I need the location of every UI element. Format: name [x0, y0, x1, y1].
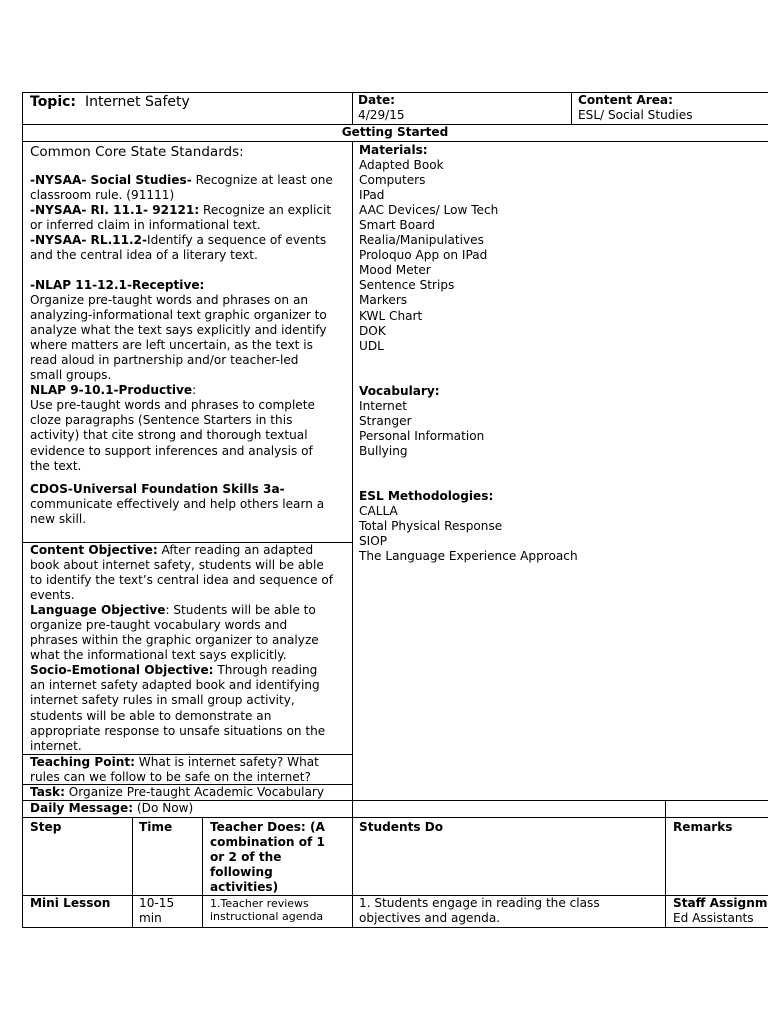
daily-message-value: (Do Now)	[133, 801, 194, 815]
header-time: Time	[139, 820, 173, 834]
materials-item: AAC Devices/ Low Tech	[359, 203, 499, 218]
nlap-productive-line: Use pre-taught words and phrases to complete	[30, 398, 315, 413]
socio-objective-label: Socio-Emotional Objective:	[30, 663, 214, 678]
column-divider	[352, 92, 353, 125]
teaching-point-line: rules can we follow to be safe on the internet?	[30, 770, 311, 785]
teaching-point-label: Teaching Point:	[30, 755, 135, 769]
nysaa-social-label: -NYSAA- Social Studies-	[30, 173, 192, 187]
standards-nysaa	[30, 173, 333, 263]
esl-methodology-item: CALLA	[359, 504, 398, 519]
row-remarks	[673, 896, 767, 926]
materials-item: Mood Meter	[359, 263, 431, 278]
vocabulary-item: Bullying	[359, 444, 408, 459]
row-students-do: 1. Students engage in reading the class objectives and agenda.	[359, 896, 600, 926]
nlap-receptive-line: where matters are left uncertain, as the text is	[30, 338, 313, 353]
language-objective-line: organize pre-taught vocabulary words and	[30, 618, 288, 633]
vocabulary-item: Personal Information	[359, 429, 485, 444]
nlap-receptive-line: small groups.	[30, 368, 112, 383]
row-step: Mini Lesson	[30, 896, 111, 910]
column-divider	[132, 817, 133, 928]
content-area-value: ESL/ Social Studies	[578, 108, 693, 123]
socio-objective-line: appropriate response to unsafe situations on the	[30, 723, 326, 738]
language-objective-line: phrases within the graphic organizer to analyze	[30, 633, 319, 648]
socio-objective-line: students will be able to demonstrate an	[30, 708, 272, 723]
socio-objective-line: internet safety rules in small group activity,	[30, 693, 295, 708]
language-objective-label: Language Objective	[30, 603, 166, 618]
nlap-productive-label: NLAP 9-10.1-Productive	[30, 383, 193, 398]
nlap-receptive-line: analyze what the text says explicitly and identify	[30, 323, 327, 338]
standards-title: Common Core State Standards:	[30, 144, 244, 160]
task-label: Task:	[30, 785, 65, 799]
nlap-receptive-line: read aloud in partnership and/or teacher-led	[30, 353, 299, 368]
staff-assignment-label: Staff Assignm	[673, 896, 768, 910]
standards-nlap	[30, 278, 327, 474]
staff-assignment-value: Ed Assistants	[673, 911, 754, 926]
column-divider	[352, 141, 353, 928]
task	[30, 785, 324, 800]
esl-methodologies-title: ESL Methodologies:	[359, 489, 494, 503]
esl-methodology-item: SIOP	[359, 534, 388, 549]
content-area-cell	[578, 93, 693, 123]
row-divider	[22, 141, 768, 142]
nlap-productive-line: evidence to support inferences and analysis of	[30, 443, 313, 458]
content-area-label: Content Area:	[578, 93, 673, 107]
nysaa-ri-text: Recognize an explicit	[199, 203, 332, 218]
header-remarks: Remarks	[673, 820, 733, 834]
nysaa-social-text: Recognize at least one	[191, 173, 333, 187]
content-objective-line: events.	[30, 588, 75, 603]
materials-item: Markers	[359, 293, 408, 308]
content-objective-line: to identify the text’s central idea and sequence of	[30, 573, 334, 588]
getting-started-heading: Getting Started	[341, 125, 449, 139]
materials-item: UDL	[359, 338, 384, 353]
date-cell	[358, 93, 405, 123]
materials-item: Adapted Book	[359, 158, 444, 173]
topic	[30, 93, 190, 111]
socio-objective-text: Through reading	[213, 663, 318, 678]
materials-item: KWL Chart	[359, 308, 423, 323]
nlap-productive-line: the text.	[30, 458, 82, 473]
materials-title: Materials:	[359, 143, 428, 157]
materials-item: Computers	[359, 173, 426, 188]
materials-item: IPad	[359, 188, 385, 203]
materials-item: DOK	[359, 323, 386, 338]
nlap-productive-colon: :	[192, 383, 197, 398]
daily-message	[30, 801, 193, 816]
nysaa-rl-text-2: and the central idea of a literary text.	[30, 248, 258, 263]
language-objective-text: : Students will be able to	[165, 603, 316, 618]
language-objective-line: what the informational text says explicitly.	[30, 648, 287, 663]
nysaa-social-text-2: classroom rule. (91111)	[30, 188, 175, 203]
teaching-point	[30, 755, 319, 785]
materials-item: Sentence Strips	[359, 278, 455, 293]
date-value: 4/29/15	[358, 108, 405, 123]
materials	[359, 143, 498, 354]
column-divider	[571, 92, 572, 125]
column-divider	[202, 817, 203, 928]
teaching-point-text: What is internet safety? What	[134, 755, 319, 769]
date-label: Date:	[358, 93, 396, 107]
materials-item: Proloquo App on IPad	[359, 248, 488, 263]
vocabulary-item: Stranger	[359, 414, 412, 429]
daily-message-label: Daily Message:	[30, 801, 134, 815]
esl-methodologies	[359, 489, 578, 564]
row-time: 10-15 min	[139, 896, 175, 926]
socio-objective-line: internet.	[30, 738, 82, 753]
row-teacher-does: 1.Teacher reviews instructional agenda	[210, 897, 324, 923]
cdos-line: communicate effectively and help others learn a	[30, 497, 325, 512]
table-border-left	[22, 92, 23, 928]
socio-objective-line: an internet safety adapted book and identifying	[30, 678, 320, 693]
cdos-line: new skill.	[30, 512, 87, 527]
table-border-bottom	[22, 927, 768, 928]
header-teacher-does: Teacher Does: (A combination of 1 or 2 of the following activities)	[210, 820, 325, 895]
content-objective-text: After reading an adapted	[157, 543, 314, 557]
nysaa-rl-text: Identify a sequence of events	[147, 233, 327, 248]
materials-item: Realia/Manipulatives	[359, 233, 484, 248]
cdos-label: CDOS-Universal Foundation Skills 3a-	[30, 482, 285, 496]
nysaa-ri-text-2: or inferred claim in informational text.	[30, 218, 261, 233]
topic-label: Topic:	[30, 94, 77, 110]
materials-item: Smart Board	[359, 218, 435, 233]
header-step: Step	[30, 820, 62, 834]
nlap-receptive-label: -NLAP 11-12.1-Receptive:	[30, 278, 205, 292]
nlap-productive-line: cloze paragraphs (Sentence Starters in this	[30, 413, 293, 428]
content-objective-line: book about internet safety, students will be able	[30, 558, 324, 573]
nysaa-ri-label: -NYSAA- RI. 11.1- 92121:	[30, 203, 200, 218]
esl-methodology-item: Total Physical Response	[359, 519, 503, 534]
standards-cdos	[30, 482, 324, 527]
nlap-receptive-line: Organize pre-taught words and phrases on an	[30, 293, 309, 308]
nlap-receptive-line: analyzing-informational text graphic organizer to	[30, 308, 327, 323]
task-value: Organize Pre-taught Academic Vocabulary	[64, 785, 325, 799]
topic-value: Internet Safety	[84, 94, 190, 110]
objectives	[30, 543, 333, 754]
row-divider	[22, 817, 768, 818]
vocabulary	[359, 384, 484, 459]
esl-methodology-item: The Language Experience Approach	[359, 549, 578, 564]
header-students-do: Students Do	[359, 820, 444, 834]
vocabulary-title: Vocabulary:	[359, 384, 440, 398]
nlap-productive-line: activity) that cite strong and thorough textual	[30, 428, 308, 443]
vocabulary-item: Internet	[359, 399, 408, 414]
content-objective-label: Content Objective:	[30, 543, 158, 557]
column-divider	[665, 800, 666, 928]
nysaa-rl-label: -NYSAA- RL.11.2-	[30, 233, 148, 248]
